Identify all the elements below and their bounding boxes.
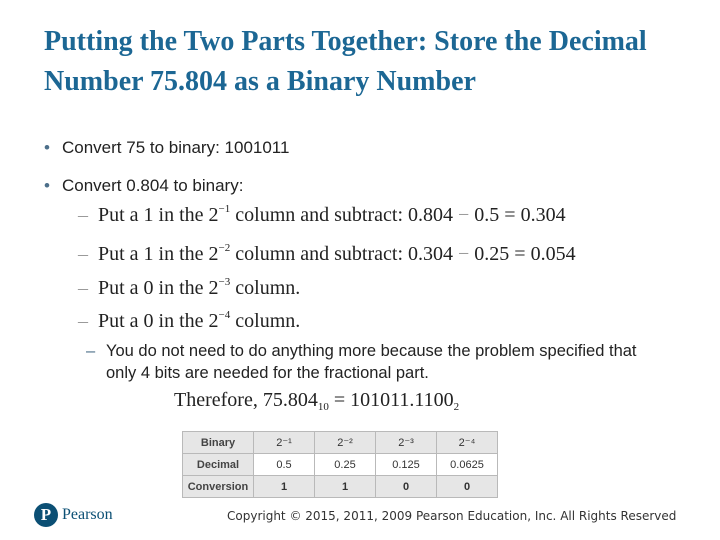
equals-sign: =	[504, 204, 516, 226]
pearson-wordmark: Pearson	[62, 506, 113, 523]
binary-result: 101011.1100	[350, 389, 454, 411]
table-cell: 1	[315, 476, 376, 498]
bullet-dot: •	[44, 176, 50, 195]
subtrahend: 0.25	[469, 243, 515, 265]
result-equation	[174, 389, 459, 412]
dash-marker: –	[78, 277, 88, 299]
bullet-text: Convert 75 to binary: 1001011	[62, 138, 290, 157]
equals-sign: =	[328, 389, 351, 411]
copyright-notice: Copyright © 2015, 2011, 2009 Pearson Education, Inc. All Rights Reserved	[227, 509, 677, 523]
conversion-table	[182, 431, 498, 498]
bullet-text: Convert 0.804 to binary:	[62, 176, 244, 195]
minus-sign: −	[458, 243, 470, 265]
power-exponent: −1	[218, 203, 231, 215]
note-item	[86, 340, 646, 384]
bullet-item-1	[44, 138, 289, 158]
step-text: Put a 1 in the	[98, 204, 209, 226]
note-text: You do not need to do anything more because the problem specified that only 4 bits are needed for the fractional part.	[106, 342, 637, 382]
table-cell: 0	[437, 476, 498, 498]
power-base: 2	[208, 310, 219, 332]
step-rest: column and subtract: 0.804	[230, 204, 458, 226]
power-base: 2	[208, 204, 219, 226]
table-cell: 0.0625	[437, 454, 498, 476]
row-header: Decimal	[183, 454, 254, 476]
power-exponent: −4	[218, 309, 231, 321]
subtrahend: 0.5	[469, 204, 505, 226]
table-cell: 1	[254, 476, 315, 498]
difference: 0.304	[515, 204, 566, 226]
row-header: Conversion	[183, 476, 254, 498]
step-rest: column.	[230, 310, 301, 332]
binary-base-subscript: 2	[453, 401, 460, 413]
pearson-logo-icon: P	[34, 503, 58, 527]
power-exponent: −3	[218, 276, 231, 288]
table-cell: 2⁻³	[376, 432, 437, 454]
step-row-1	[78, 204, 566, 227]
dash-marker: –	[86, 342, 96, 360]
step-row-4	[78, 310, 300, 333]
table-cell: 2⁻¹	[254, 432, 315, 454]
table-row	[183, 454, 498, 476]
table-cell: 2⁻²	[315, 432, 376, 454]
dash-marker: –	[78, 204, 88, 226]
step-text: Put a 0 in the	[98, 277, 209, 299]
step-text: Put a 0 in the	[98, 310, 209, 332]
minus-sign: −	[458, 204, 470, 226]
power-exponent: −2	[218, 242, 231, 254]
power-base: 2	[208, 243, 219, 265]
table-cell: 0	[376, 476, 437, 498]
bullet-dot: •	[44, 138, 50, 157]
dash-marker: –	[78, 310, 88, 332]
result-prefix: Therefore, 75.804	[174, 389, 318, 411]
table-row	[183, 476, 498, 498]
equals-sign: =	[514, 243, 526, 265]
decimal-base-subscript: 10	[317, 401, 329, 413]
table-cell: 0.25	[315, 454, 376, 476]
step-row-3	[78, 277, 300, 300]
dash-marker: –	[78, 243, 88, 265]
step-rest: column and subtract: 0.304	[230, 243, 458, 265]
table-row	[183, 432, 498, 454]
power-base: 2	[208, 277, 219, 299]
table-cell: 2⁻⁴	[437, 432, 498, 454]
row-header: Binary	[183, 432, 254, 454]
step-text: Put a 1 in the	[98, 243, 209, 265]
step-rest: column.	[230, 277, 301, 299]
table-cell: 0.5	[254, 454, 315, 476]
difference: 0.054	[525, 243, 576, 265]
step-row-2	[78, 243, 576, 266]
slide-title: Putting the Two Parts Together: Store the Decimal Number 75.804 as a Binary Number	[44, 26, 647, 97]
bullet-item-2	[44, 176, 243, 196]
table-cell: 0.125	[376, 454, 437, 476]
